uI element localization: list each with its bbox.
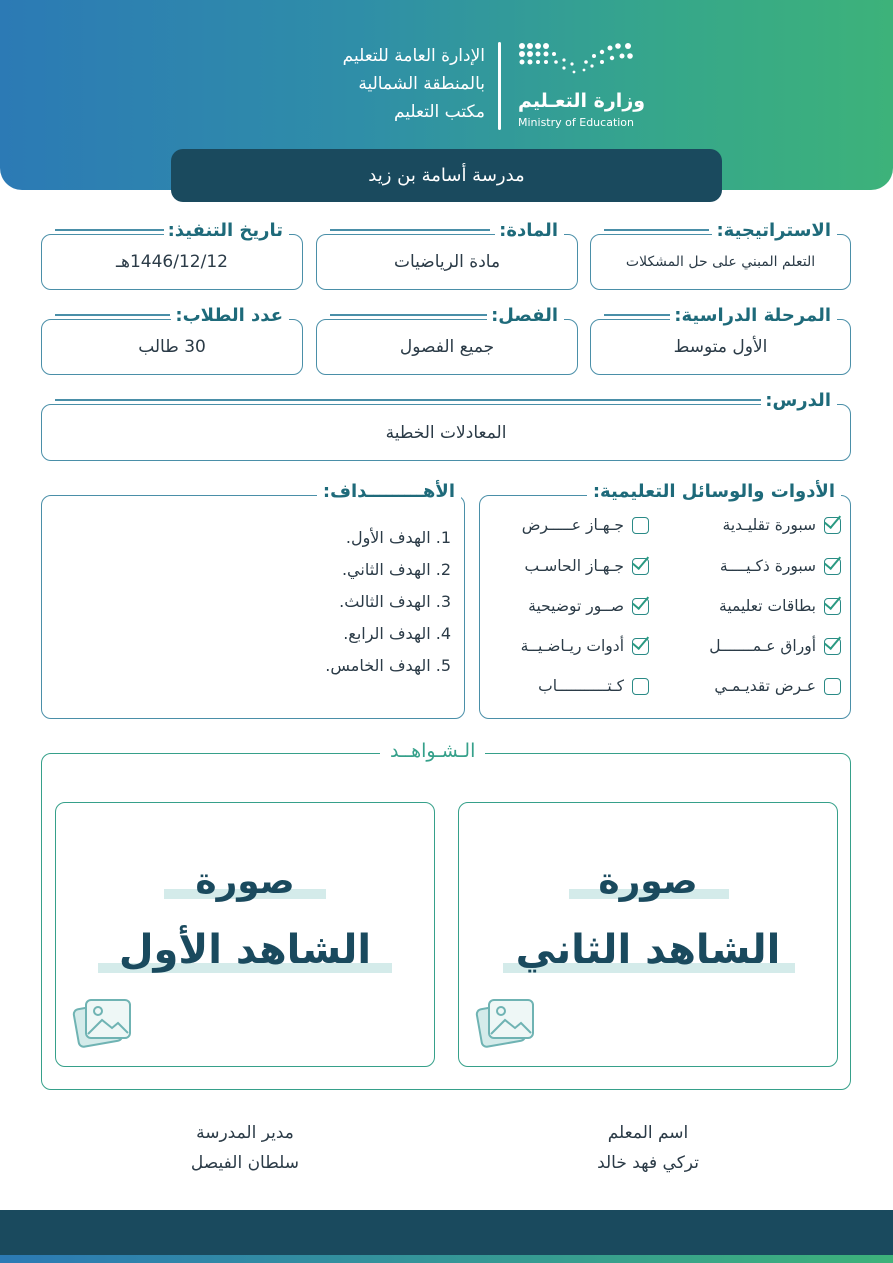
- tool-item[interactable]: سبورة تقليـدية: [723, 516, 841, 534]
- label-line: [55, 314, 170, 316]
- label-line: [330, 229, 490, 231]
- image-placeholder-icon: [475, 996, 537, 1054]
- tool-item[interactable]: سبورة ذكـيــــة: [720, 557, 841, 575]
- header-divider: [498, 42, 501, 130]
- label-line: [55, 229, 165, 231]
- image-placeholder-icon: [72, 996, 134, 1054]
- evidence-title: الـشـواهــد: [380, 740, 485, 762]
- date-value: 1446/12/12هـ: [41, 234, 303, 290]
- evidence-photo-2[interactable]: [458, 802, 838, 1067]
- goals-list: [325, 522, 451, 682]
- subject-value: مادة الرياضيات: [316, 234, 578, 290]
- tools-label: الأدوات والوسائل التعليمية:: [587, 481, 841, 503]
- checkbox-icon[interactable]: [632, 638, 649, 655]
- ministry-name-ar: وزارة التعـليم: [518, 90, 646, 112]
- stage-label: المرحلة الدراسية:: [670, 305, 837, 327]
- checkbox-icon[interactable]: [824, 558, 841, 575]
- checkbox-icon[interactable]: [632, 678, 649, 695]
- footer-bar: [0, 1210, 893, 1255]
- label-line: [604, 229, 709, 231]
- tool-item[interactable]: بطاقات تعليمية: [719, 597, 841, 615]
- photo-caption-line2: الشاهد الثاني: [515, 927, 781, 973]
- checkbox-icon[interactable]: [824, 678, 841, 695]
- strategy-field: [590, 220, 851, 290]
- students-field: [41, 305, 303, 375]
- stage-field: [590, 305, 851, 375]
- goal-item: 2. الهدف الثاني.: [341, 560, 451, 579]
- strategy-value: التعلم المبني على حل المشكلات: [590, 234, 851, 290]
- checkbox-icon[interactable]: [632, 598, 649, 615]
- label-line: [55, 399, 765, 401]
- checkbox-icon[interactable]: [632, 558, 649, 575]
- goal-item: 3. الهدف الثالث.: [339, 592, 451, 611]
- tool-item[interactable]: أدوات ريـاضـيــة: [521, 637, 649, 655]
- tool-item[interactable]: صــور توضيحية: [528, 597, 649, 615]
- lesson-value: المعادلات الخطية: [41, 404, 851, 461]
- directorate-text: [343, 42, 485, 126]
- teacher-name: تركي فهد خالد: [597, 1153, 699, 1173]
- tool-item[interactable]: أوراق عـمـــــــل: [709, 637, 841, 655]
- class-label: الفصل:: [487, 305, 564, 327]
- school-name: مدرسة أسامة بن زيد: [368, 165, 525, 186]
- checkbox-icon[interactable]: [824, 598, 841, 615]
- evidence-photo-1[interactable]: [55, 802, 435, 1067]
- goals-label: الأهـــــــــداف:: [317, 481, 461, 503]
- subject-label: المادة:: [495, 220, 564, 242]
- subject-field: [316, 220, 578, 290]
- ministry-name-en: Ministry of Education: [518, 116, 635, 129]
- checkbox-icon[interactable]: [824, 517, 841, 534]
- class-value: جميع الفصول: [316, 319, 578, 375]
- principal-name: سلطان الفيصل: [190, 1153, 300, 1173]
- tool-item[interactable]: كـتـــــــــــاب: [538, 677, 649, 695]
- principal-signature: [145, 1118, 345, 1178]
- checkbox-icon[interactable]: [632, 517, 649, 534]
- lesson-label: الدرس:: [761, 390, 837, 412]
- photo-caption-line1: صورة: [195, 861, 295, 902]
- goal-item: 1. الهدف الأول.: [345, 528, 451, 547]
- directorate-line-1: الإدارة العامة للتعليم: [342, 46, 485, 66]
- tool-item[interactable]: عـرض تقديـمـي: [714, 677, 841, 695]
- stage-value: الأول متوسط: [590, 319, 851, 375]
- students-value: 30 طالب: [41, 319, 303, 375]
- teacher-signature: [548, 1118, 748, 1178]
- goal-item: 4. الهدف الرابع.: [343, 624, 451, 643]
- students-label: عدد الطلاب:: [171, 305, 289, 327]
- principal-title: مدير المدرسة: [196, 1123, 294, 1143]
- date-field: [41, 220, 303, 290]
- label-line: [330, 314, 490, 316]
- label-line: [604, 314, 679, 316]
- goal-item: 5. الهدف الخامس.: [325, 656, 451, 675]
- footer-strip: [0, 1255, 893, 1263]
- photo-caption-line2: الشاهد الأول: [118, 927, 372, 973]
- photo-caption-line1: صورة: [598, 861, 698, 902]
- school-name-bar: [171, 149, 722, 202]
- date-label: تاريخ التنفيذ:: [164, 220, 289, 242]
- strategy-label: الاستراتيجية:: [712, 220, 837, 242]
- directorate-line-2: بالمنطقة الشمالية: [358, 74, 485, 94]
- directorate-line-3: مكتب التعليم: [393, 102, 485, 122]
- checkbox-icon[interactable]: [824, 638, 841, 655]
- tool-item[interactable]: جـهـاز الحاسـب: [525, 557, 649, 575]
- tool-item[interactable]: جـهـاز عـــــرض: [522, 516, 649, 534]
- class-field: [316, 305, 578, 375]
- teacher-title: اسم المعلم: [607, 1123, 689, 1143]
- lesson-field: [41, 390, 851, 461]
